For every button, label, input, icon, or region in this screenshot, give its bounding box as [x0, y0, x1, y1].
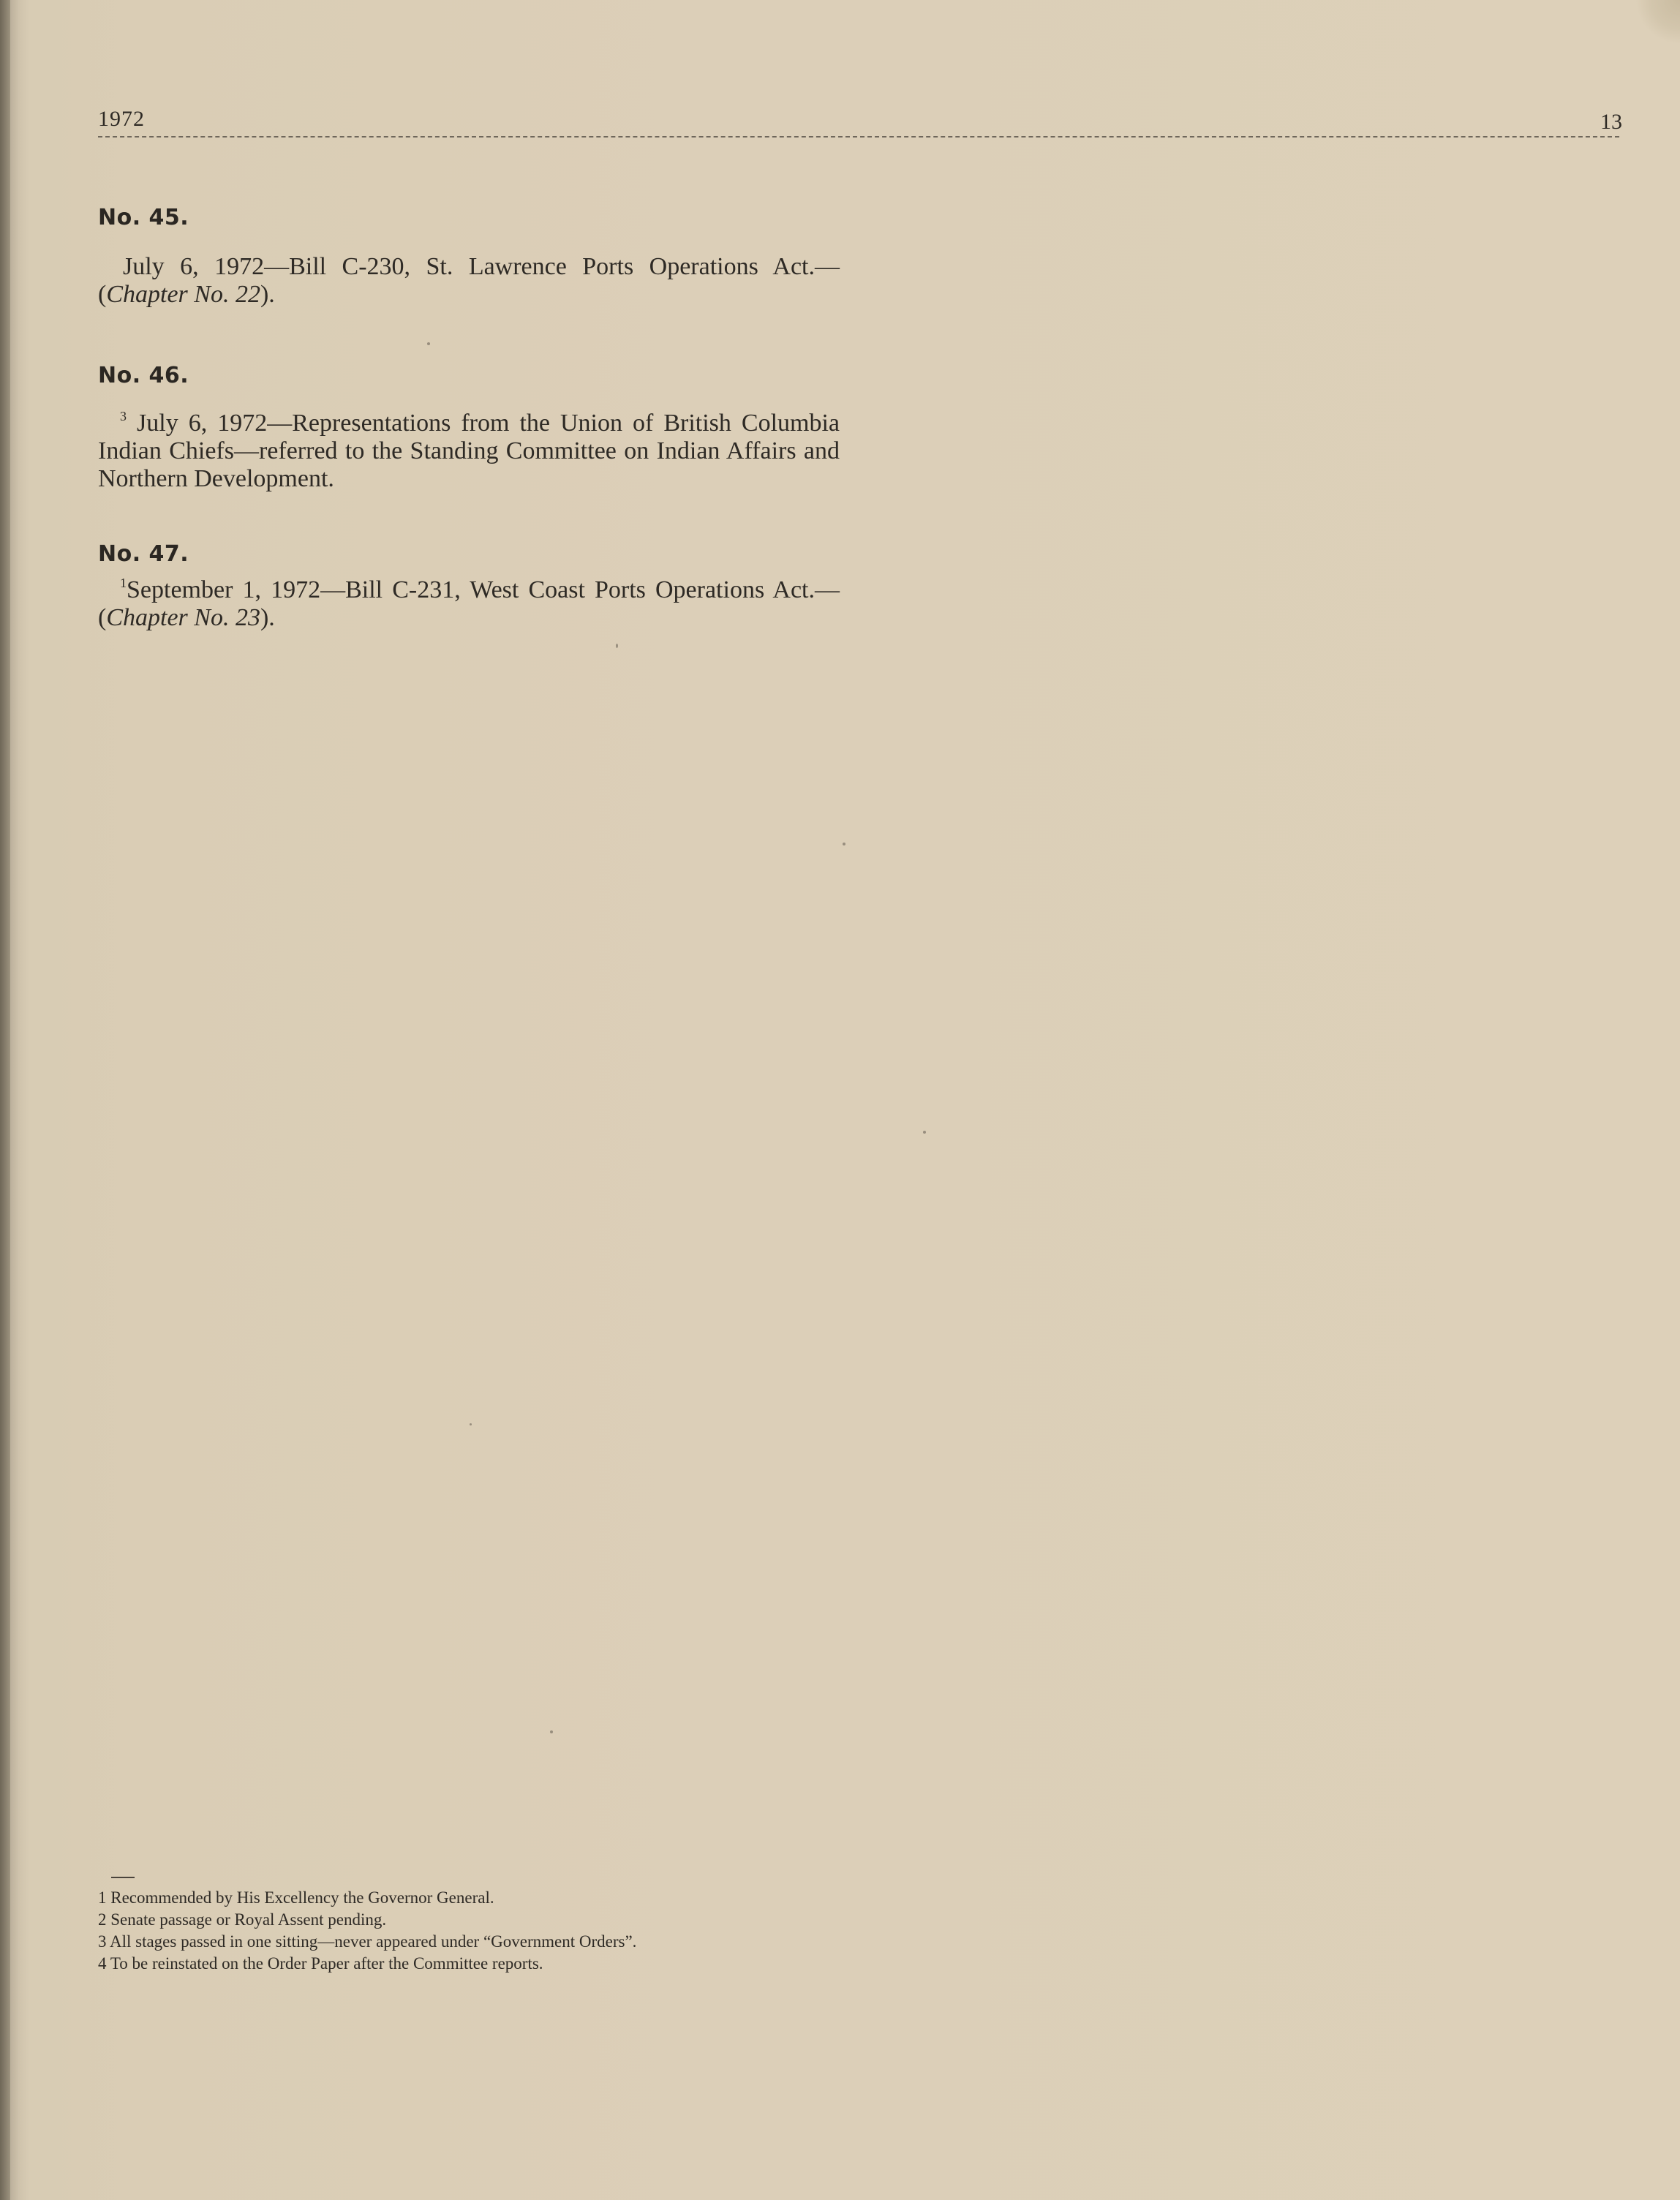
paper-speck: [550, 1730, 553, 1733]
footnotes: [98, 1887, 840, 1975]
entry-text-47: [98, 576, 840, 632]
entry-text-45: [98, 253, 840, 309]
entry-47-close: ).: [260, 604, 275, 631]
entry-47-body: September 1, 1972—Bill C-231, West Coast Ports Operations Act.—(: [98, 576, 840, 631]
binding-shadow: [0, 0, 10, 2200]
paper-speck: [923, 1131, 926, 1134]
footnote-1: 1 Recommended by His Excellency the Governor General.: [98, 1888, 494, 1907]
page-corner: [1636, 0, 1680, 44]
paper-speck: [616, 644, 618, 648]
entry-heading-47: No. 47.: [98, 541, 189, 567]
footnote-4: 4 To be reinstated on the Order Paper after the Committee reports.: [98, 1954, 543, 1973]
running-head: [98, 107, 1622, 138]
entry-text-46: [98, 410, 840, 493]
entry-heading-45: No. 45.: [98, 205, 189, 230]
paper-speck: [427, 342, 430, 345]
entry-46-body: July 6, 1972—Representations from the Union of British Columbia Indian Chiefs—referred to the Standing Committee on Indian Affairs and Northern Development.: [98, 410, 840, 492]
entry-47-footnote-mark: 1: [120, 576, 127, 590]
paper-speck: [843, 843, 845, 845]
running-head-year: 1972: [98, 107, 145, 131]
footnote-3: 3 All stages passed in one sitting—never appeared under “Government Orders”.: [98, 1932, 637, 1951]
entry-heading-46: No. 46.: [98, 363, 189, 388]
paper-speck: [470, 1423, 472, 1425]
footnote-2: 2 Senate passage or Royal Assent pending.: [98, 1910, 387, 1929]
entry-47-chapter: Chapter No. 23: [106, 604, 260, 631]
page-number: 13: [1600, 110, 1622, 134]
footnote-rule: [111, 1877, 135, 1878]
entry-46-footnote-mark: 3: [120, 409, 127, 423]
entry-45-chapter: Chapter No. 22: [106, 281, 260, 308]
entry-45-body: July 6, 1972—Bill C-230, St. Lawrence Ports Operations Act.—(: [98, 253, 840, 308]
entry-45-close: ).: [260, 281, 275, 308]
